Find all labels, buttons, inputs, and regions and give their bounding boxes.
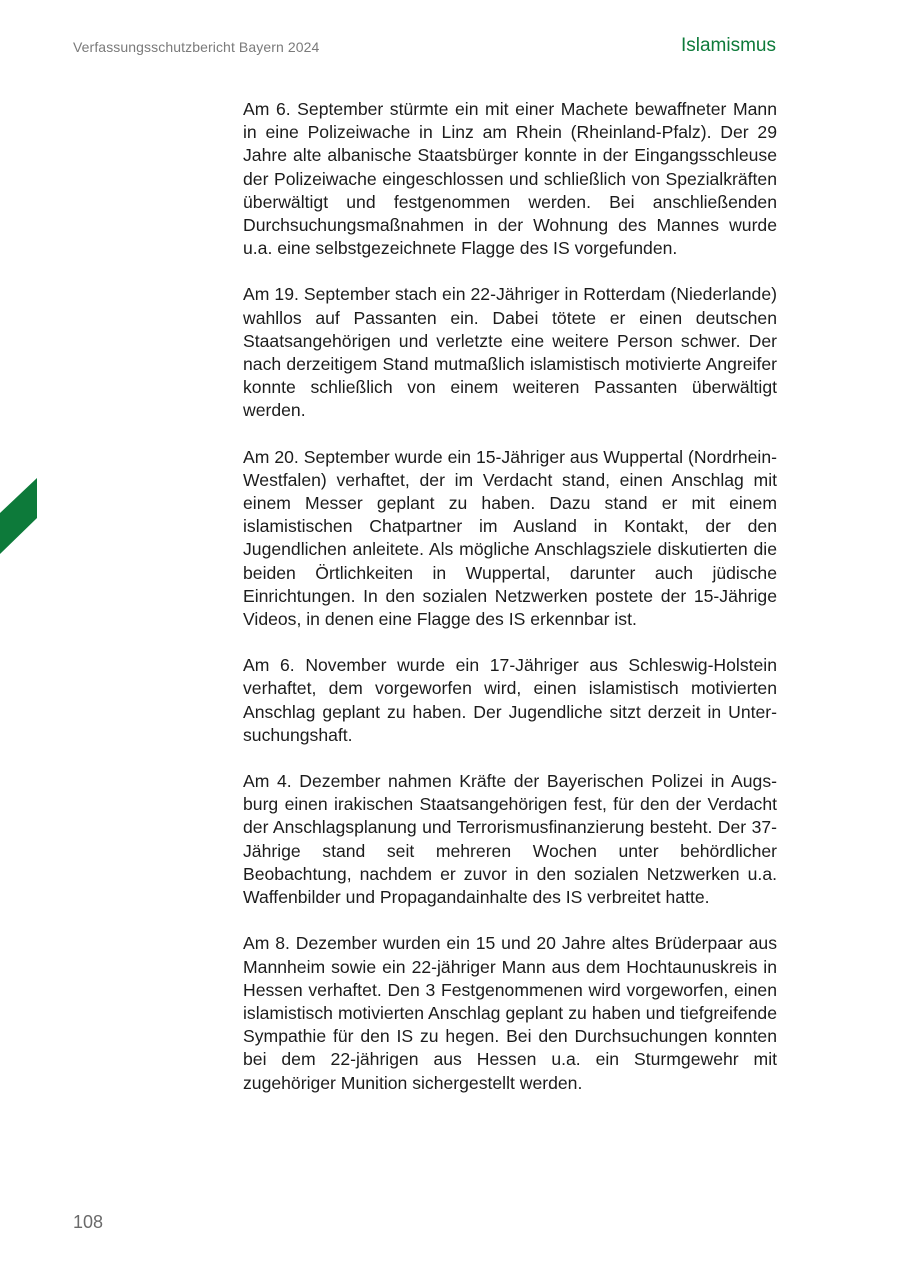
- section-title: Islamismus: [680, 35, 776, 56]
- paragraph-rotterdam: Am 19. September stach ein 22-Jähriger in Rotterdam (Niederlande) wahllos auf Passanten ein. Dabei tötete er einen deutschen Staatsangehörigen und verletzte eine weitere Person schwer. Der nach derzeitigem Stand mutmaßlich islamistisch motivierte Angreifer konnte schließlich von einem weiteren Passanten überwältigt werden.: [243, 284, 777, 421]
- paragraph-linz: Am 6. September stürmte ein mit einer Machete bewaffneter Mann in eine Polizeiwache in Linz am Rhein (Rheinland-Pfalz). Der 29 Jahre alte albanische Staatsbürger konnte in der Eingangsschleuse der Polizeiwache eingeschlossen und schließlich von Spezialkräften überwältigt und festgenommen werden. Bei anschließenden Durchsuchungsmaßnahmen in der Wohnung des Mannes wurde u.a. eine selbstgezeichnete Flagge des IS vorgefunden.: [243, 99, 777, 259]
- page-number: 108: [73, 1212, 104, 1232]
- section-tab-shape: [0, 478, 37, 554]
- paragraph-augsburg: Am 4. Dezember nahmen Kräfte der Bayerischen Polizei in Augsburg einen irakischen Staatsangehörigen fest, für den der Verdacht der Anschlagsplanung und Terrorismusfinanzierung besteht. Der 37-Jährige stand seit mehreren Wochen unter behördlicher Beobachtung, nachdem er zuvor in den sozialen Netzwerken u.a. Waffenbilder und Propagandainhalte des IS verbreitet hatte.: [243, 771, 777, 908]
- paragraph-wuppertal: Am 20. September wurde ein 15-Jähriger aus Wuppertal (Nordrhein-Westfalen) verhaftet, der im Verdacht stand, einen Anschlag mit einem Messer geplant zu haben. Dazu stand er mit einem islamistischen Chatpartner im Ausland in Kontakt, der den Jugendlichen anleitete. Als mögliche Anschlagsziele diskutierten die beiden Örtlichkeiten in Wuppertal, darunter auch jüdische Einrichtungen. In den sozialen Netzwerken postete der 15-Jährige Videos, in denen eine Flagge des IS erkennbar ist.: [243, 446, 777, 630]
- main-text-column: [243, 98, 777, 1118]
- section-tab-marker: [0, 478, 37, 554]
- running-header-title: Verfassungsschutzbericht Bayern 2024: [73, 39, 320, 55]
- paragraph-schleswig-holstein: Am 6. November wurde ein 17-Jähriger aus Schleswig-Holstein verhaftet, dem vorgeworfen wird, einen islamistisch motivierten Anschlag geplant zu haben. Der Jugendliche sitzt derzeit in Untersuchungshaft.: [243, 655, 777, 745]
- paragraph-mannheim: Am 8. Dezember wurden ein 15 und 20 Jahre altes Brüderpaar aus Mannheim sowie ein 22-jähriger Mann aus dem Hochtaunuskreis in Hessen verhaftet. Den 3 Festgenommenen wird vorgeworfen, einen islamistisch motivierten Anschlag geplant zu haben und tiefgreifende Sympathie für den IS zu hegen. Bei den Durchsuchungen konnten bei dem 22-jährigen aus Hessen u.a. ein Sturmgewehr mit zugehöriger Munition sichergestellt werden.: [243, 933, 777, 1093]
